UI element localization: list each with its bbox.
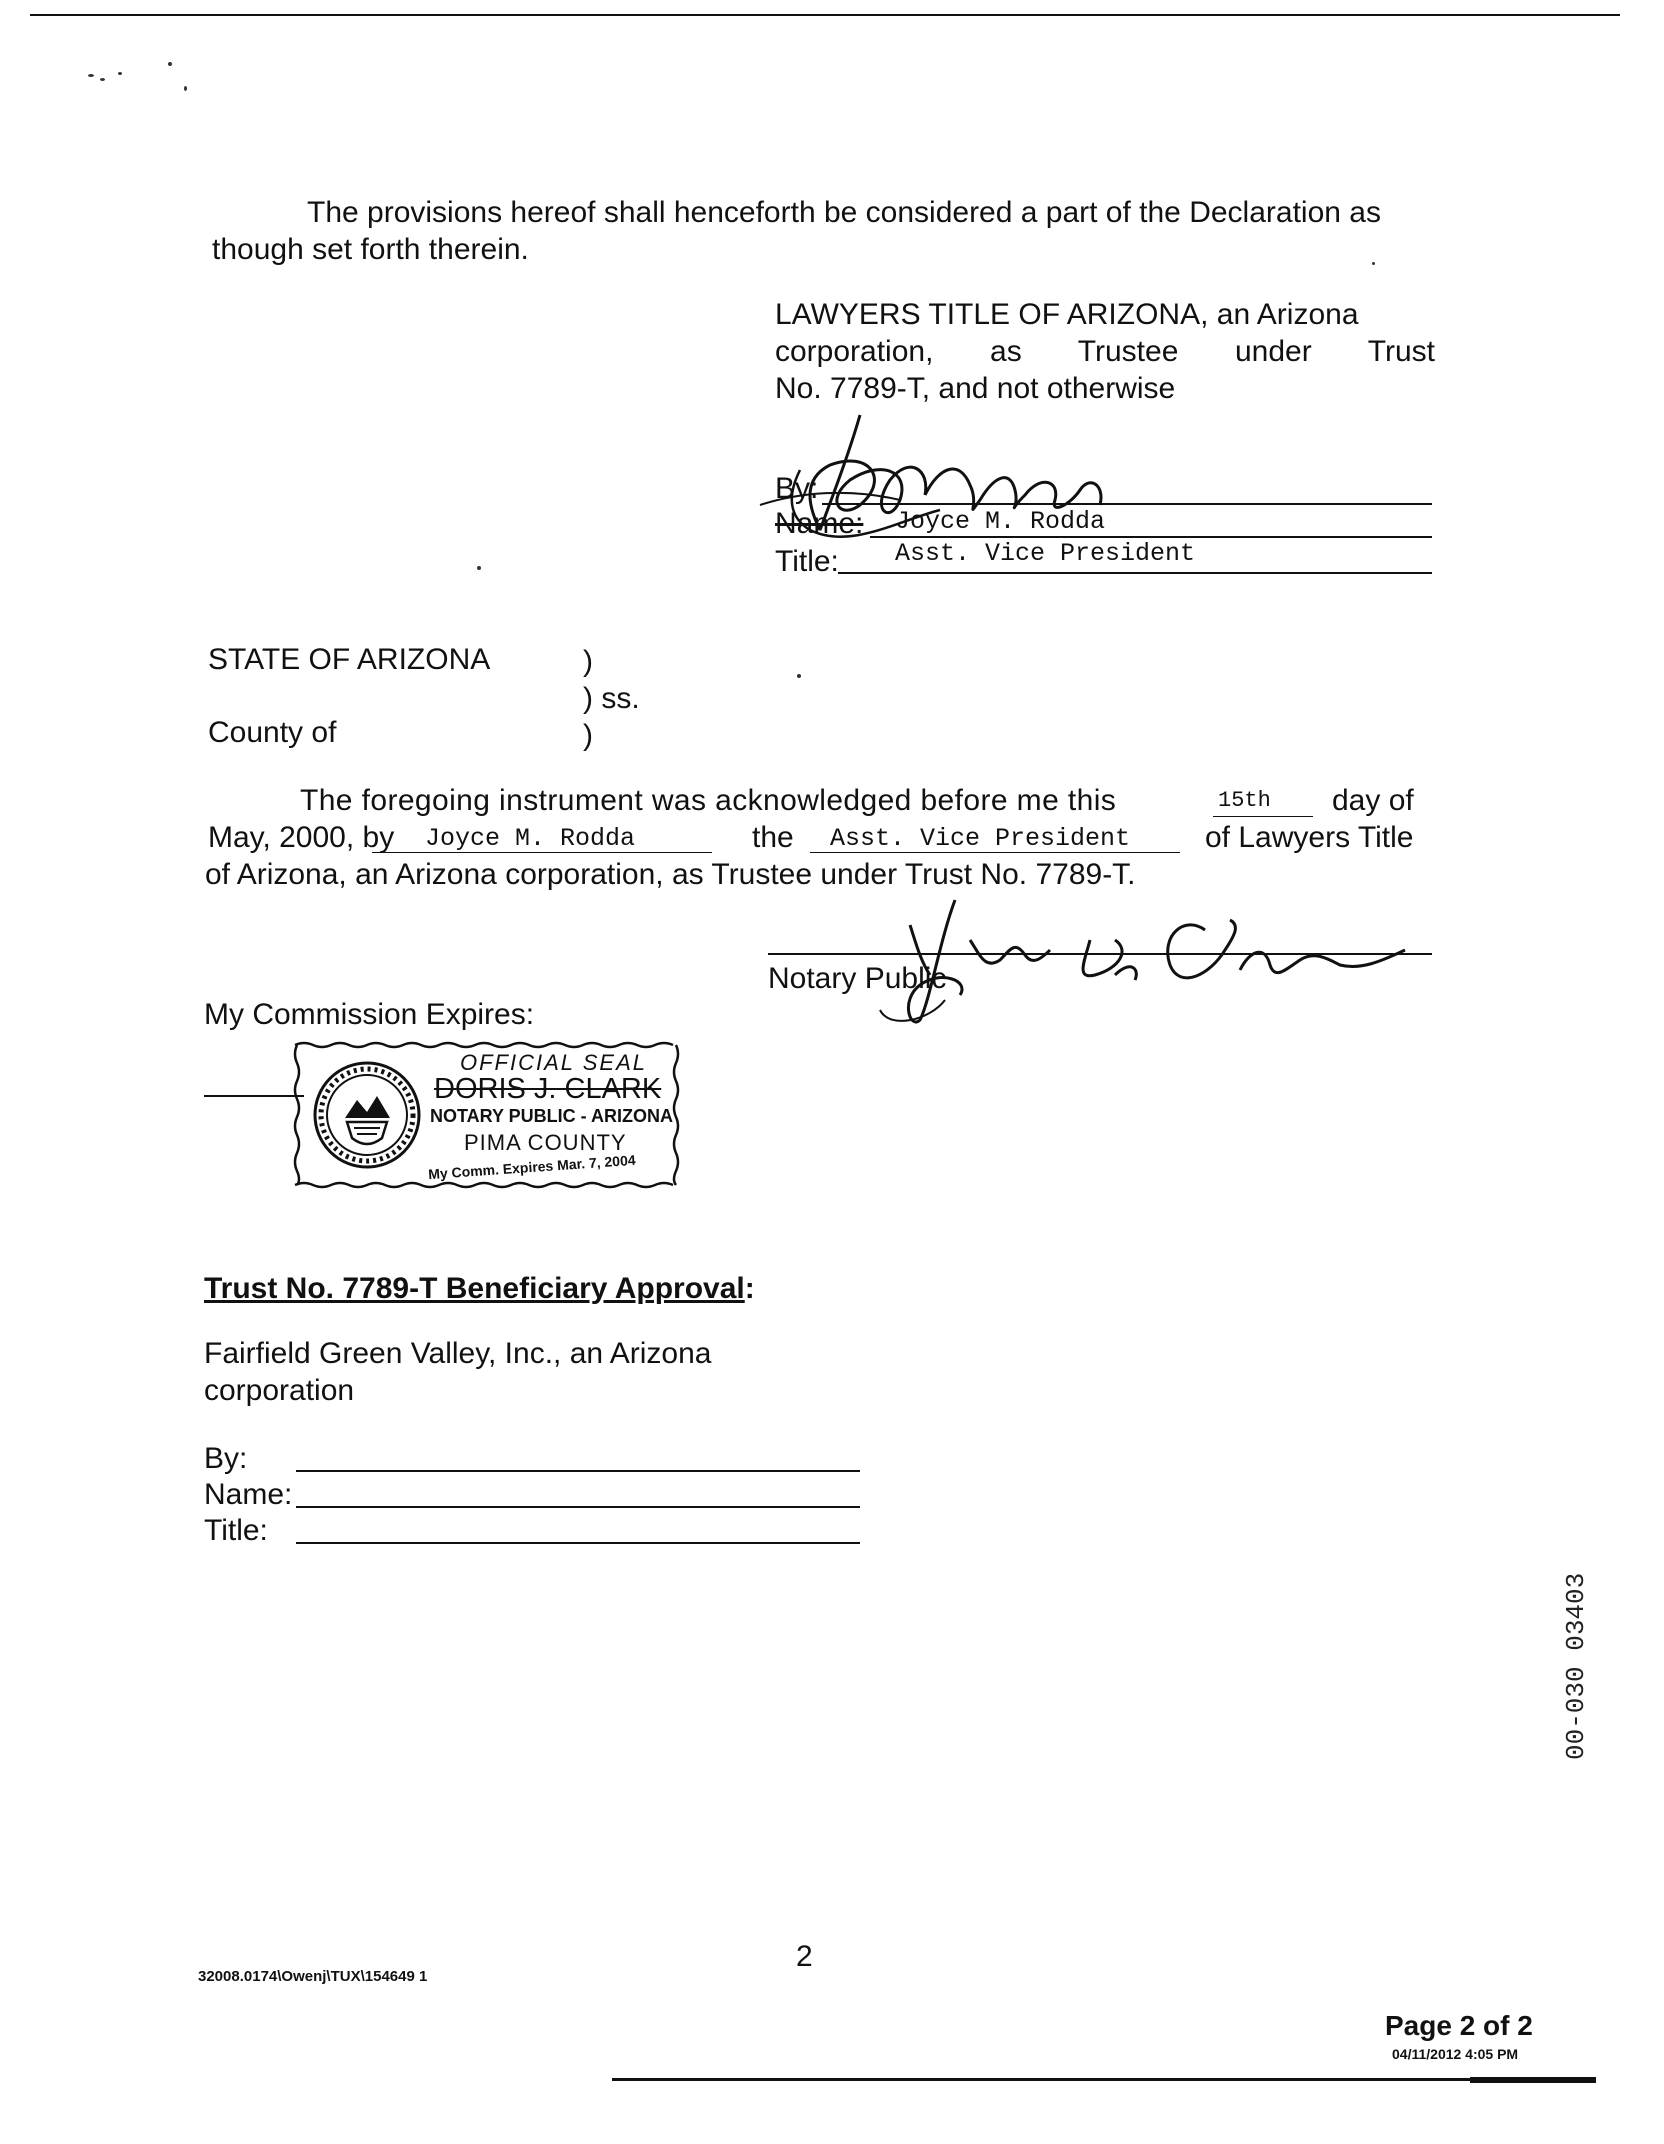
print-timestamp: 04/11/2012 4:05 PM <box>1392 2046 1519 2062</box>
notary-signature-line <box>768 953 1432 955</box>
trustee-title-label: Title: <box>775 545 839 578</box>
beneficiary-by-label: By: <box>204 1442 248 1475</box>
county-of: County of <box>208 716 337 749</box>
ack-line-1b: day of <box>1332 784 1414 817</box>
ack-line-3: of Arizona, an Arizona corporation, as Trustee under Trust No. 7789-T. <box>205 858 1136 891</box>
beneficiary-company-line-1: Fairfield Green Valley, Inc., an Arizona <box>204 1337 712 1370</box>
beneficiary-title-label: Title: <box>204 1514 268 1547</box>
arizona-state-seal-emblem <box>312 1060 422 1170</box>
ack-day: 15th <box>1218 788 1271 813</box>
commission-line <box>204 1095 304 1097</box>
notary-signature <box>860 880 1420 1030</box>
beneficiary-name-label: Name: <box>204 1478 293 1511</box>
trustee-title-value: Asst. Vice President <box>895 539 1196 568</box>
beneficiary-heading-colon: : <box>744 1272 755 1305</box>
beneficiary-title-line <box>296 1542 860 1544</box>
document-reference: 32008.0174\Owenj\TUX\154649 1 <box>198 1968 428 1985</box>
notary-public-label: Notary Public <box>768 962 947 995</box>
seal-notary-name: DORIS J. CLARK <box>434 1073 662 1105</box>
seal-official: OFFICIAL SEAL <box>460 1050 647 1075</box>
beneficiary-by-line <box>296 1470 860 1472</box>
trustee-title-line <box>838 572 1432 574</box>
ack-line-2b: the <box>752 821 794 854</box>
ack-line-2c: of Lawyers Title <box>1205 821 1414 854</box>
page-of-count: Page 2 of 2 <box>1385 2010 1533 2041</box>
provisions-line-2: though set forth therein. <box>212 233 529 266</box>
recording-number-vertical: 00-030 03403 <box>1561 1572 1591 1760</box>
trustee-name-value: Joyce M. Rodda <box>895 507 1106 536</box>
top-border-line <box>30 14 1620 16</box>
beneficiary-approval-heading <box>204 1270 755 1307</box>
ack-signer: Joyce M. Rodda <box>425 824 636 853</box>
ack-line-2a: May, 2000, by <box>208 821 395 854</box>
ack-day-line <box>1213 816 1313 817</box>
seal-commission-expiry: My Comm. Expires Mar. 7, 2004 <box>427 1151 637 1183</box>
trustee-name-label: Name: <box>775 507 864 540</box>
bottom-border-dark-end <box>1470 2077 1596 2083</box>
trustee-line-3: No. 7789-T, and not otherwise <box>775 372 1176 405</box>
state-of-arizona: STATE OF ARIZONA <box>208 643 491 676</box>
trustee-by-label: By: <box>775 472 819 505</box>
ack-signer-title: Asst. Vice President <box>830 824 1131 853</box>
venue-paren-bottom: ) <box>583 719 593 752</box>
seal-notary-public-arizona: NOTARY PUBLIC - ARIZONA <box>430 1106 673 1126</box>
beneficiary-company-line-2: corporation <box>204 1374 355 1407</box>
trustee-by-line <box>822 503 1432 505</box>
trustee-name-line <box>870 536 1432 538</box>
ack-signer-title-line <box>810 852 1180 853</box>
bottom-border-line <box>612 2078 1596 2081</box>
seal-county: PIMA COUNTY <box>464 1130 627 1155</box>
trustee-line-1: LAWYERS TITLE OF ARIZONA, an Arizona <box>775 298 1359 331</box>
trustee-line-2: corporation, as Trustee under Trust <box>775 335 1435 368</box>
commission-expires-label: My Commission Expires: <box>204 998 535 1031</box>
ack-line-1a: The foregoing instrument was acknowledged before me this <box>300 784 1117 817</box>
venue-ss: ) ss. <box>583 682 640 715</box>
beneficiary-heading-text: Trust No. 7789-T Beneficiary Approval <box>204 1272 745 1305</box>
page-number: 2 <box>796 1940 813 1973</box>
venue-paren-top: ) <box>583 645 593 678</box>
ack-signer-line <box>372 852 712 853</box>
notary-seal <box>292 1040 682 1190</box>
beneficiary-name-line <box>296 1506 860 1508</box>
provisions-line-1: The provisions hereof shall henceforth be considered a part of the Declaration as <box>307 196 1381 229</box>
